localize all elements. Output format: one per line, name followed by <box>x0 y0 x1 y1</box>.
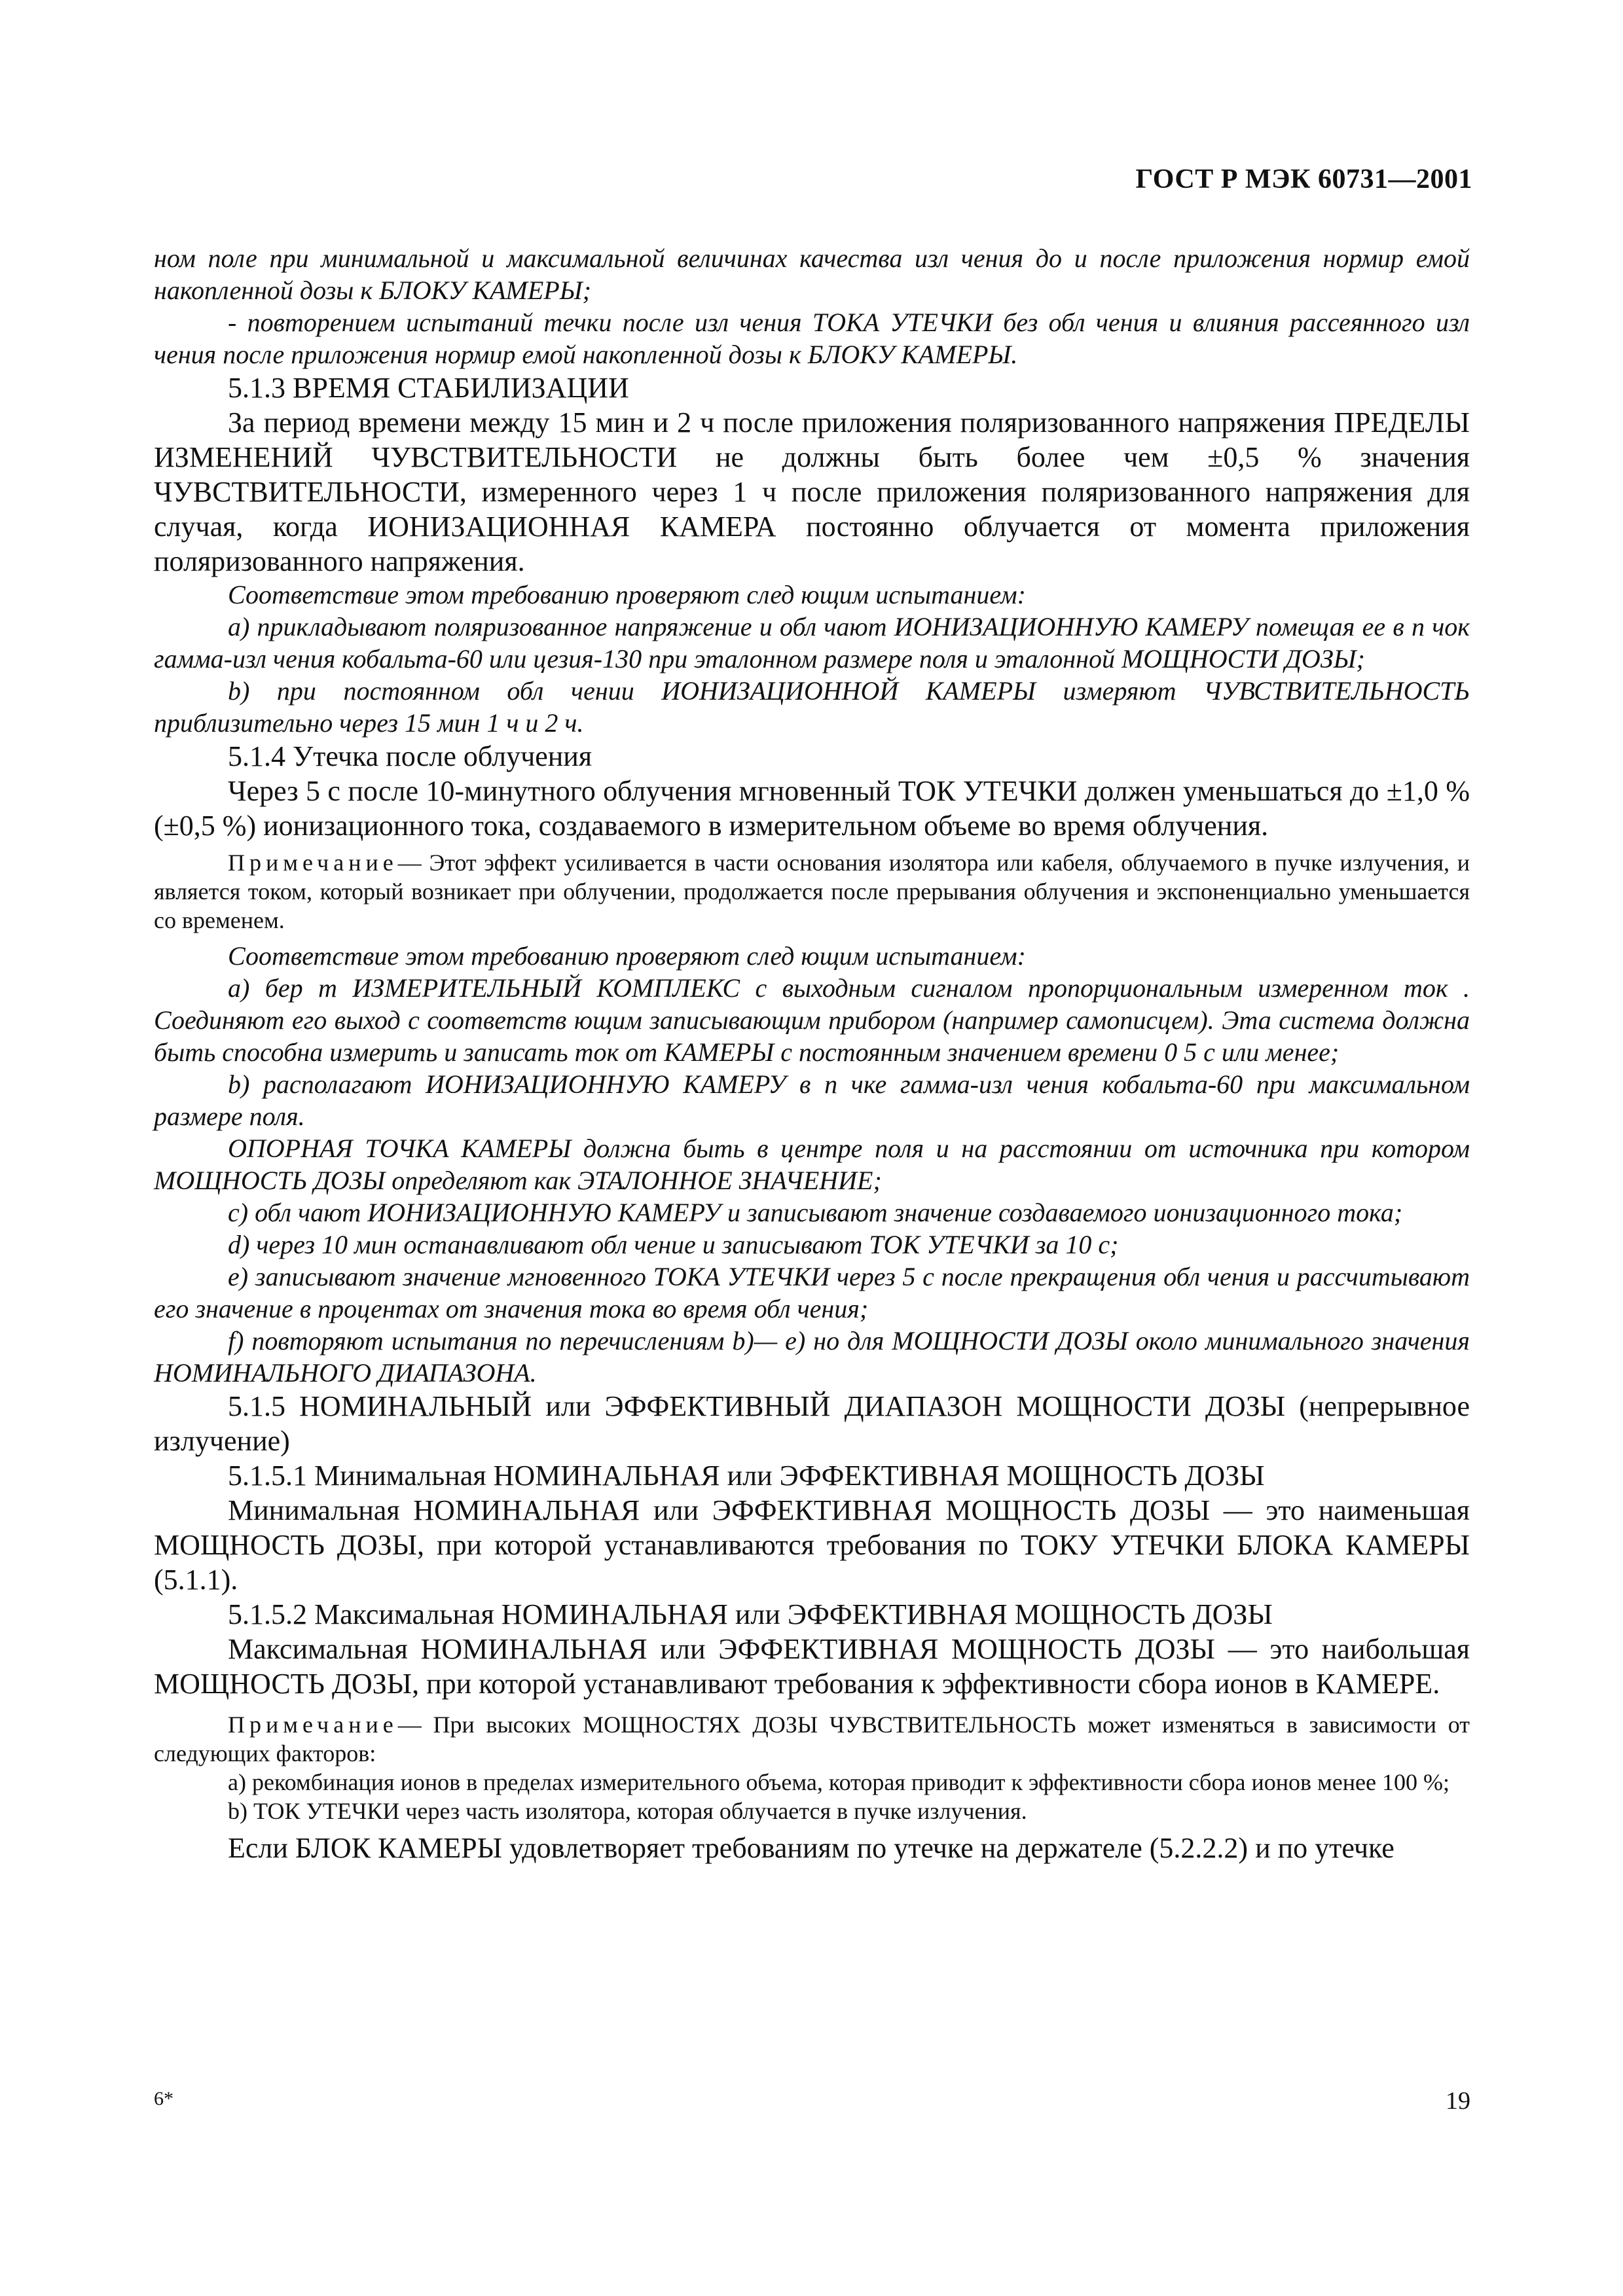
note-2-label: Примечание <box>228 1712 398 1738</box>
list-item-b-1: b) при постоянном обл чении ИОНИЗАЦИОННОЙ КАМЕРЫ измеряют ЧУВСТВИТЕЛЬНОСТЬ приблизительно через 15 мин 1 ч и 2 ч. <box>154 676 1470 738</box>
list-item-d: d) через 10 мин останавливают обл чение и записывают ТОК УТЕЧКИ за 10 с; <box>228 1230 1119 1259</box>
paragraph-min-dose-rate: Минимальная НОМИНАЛЬНАЯ или ЭФФЕКТИВНАЯ МОЩНОСТЬ ДОЗЫ — это наименьшая МОЩНОСТЬ ДОЗЫ, при которой устанавливаются требования по ТОКУ УТЕЧКИ БЛОКА КАМЕРЫ (5.1.1). <box>154 1494 1470 1596</box>
note-1-label: Примечание <box>228 850 398 876</box>
section-heading-5-1-4: 5.1.4 Утечка после облучения <box>228 740 593 772</box>
note-2 <box>154 1710 1470 1768</box>
page-number: 19 <box>1446 2087 1470 2115</box>
list-item-e: е) записывают значение мгновенного ТОКА УТЕЧКИ через 5 с после прекращения обл чения и рассчитывают его значение в процентах от значения тока во время обл чения; <box>154 1262 1470 1323</box>
paragraph-max-dose-rate: Максимальная НОМИНАЛЬНАЯ или ЭФФЕКТИВНАЯ МОЩНОСТЬ ДОЗЫ — это наибольшая МОЩНОСТЬ ДОЗЫ, при которой устанавливают требования к эффективности сбора ионов в КАМЕРЕ. <box>154 1633 1470 1700</box>
section-heading-5-1-3: 5.1.3 ВРЕМЯ СТАБИЛИЗАЦИИ <box>228 372 629 404</box>
paragraph-leakage-test: - повторением испытаний течки после изл чения ТОКА УТЕЧКИ без обл чения и влияния рассеянного изл чения после приложения нормир емой накопленной дозы к БЛОКУ КАМЕРЫ. <box>154 308 1470 369</box>
paragraph-continuation: ном поле при минимальной и максимальной величинах качества изл чения до и после приложения нормир емой накопленной дозы к БЛОКУ КАМЕРЫ; <box>154 243 1470 305</box>
footer-sheet-mark: 6* <box>154 2088 173 2109</box>
paragraph-reference-point: ОПОРНАЯ ТОЧКА КАМЕРЫ должна быть в центре поля и на расстоянии от источника при котором МОЩНОСТЬ ДОЗЫ определяют как ЭТАЛОННОЕ ЗНАЧЕНИЕ; <box>154 1134 1470 1195</box>
paragraph-stabilization: За период времени между 15 мин и 2 ч после приложения поляризованного напряжения ПРЕДЕЛЫ ИЗМЕНЕНИЙ ЧУВСТВИТЕЛЬНОСТИ не должны быть более чем ±0,5 % значения ЧУВСТВИТЕЛЬНОСТИ, измеренного через 1 ч после приложения поляризованного напряжения для случая, когда ИОНИЗАЦИОННАЯ КАМЕРА постоянно облучается от момента приложения поляризованного напряжения. <box>154 406 1470 577</box>
note-2-text: — При высоких МОЩНОСТЯХ ДОЗЫ ЧУВСТВИТЕЛЬНОСТЬ может изменяться в зависимости от следующих факторов: <box>154 1712 1470 1767</box>
note-1-text: — Этот эффект усиливается в части основания изолятора или кабеля, облучаемого в пучке излучения, и является током, который возникает при облучении, продолжается после прерывания облучения и экспоненциально уменьшается со временем. <box>154 850 1470 933</box>
list-item-c: с) обл чают ИОНИЗАЦИОННУЮ КАМЕРУ и записывают значение создаваемого ионизационного тока; <box>228 1198 1403 1227</box>
paragraph-compliance-2: Соответствие этом требованию проверяют след ющим испытанием: <box>228 941 1026 971</box>
list-item-b-2: b) располагают ИОНИЗАЦИОННУЮ КАМЕРУ в п чке гамма-изл чения кобальта-60 при максимальном размере поля. <box>154 1069 1470 1131</box>
document-header: ГОСТ Р МЭК 60731—2001 <box>1135 164 1472 194</box>
note-2-item-b: b) ТОК УТЕЧКИ через часть изолятора, которая облучается в пучке излучения. <box>228 1798 1027 1824</box>
paragraph-compliance-1: Соответствие этом требованию проверяют след ющим испытанием: <box>228 580 1026 609</box>
list-item-f: f) повторяют испытания по перечислениям b)— е) но для МОЩНОСТИ ДОЗЫ около минимального значения НОМИНАЛЬНОГО ДИАПАЗОНА. <box>154 1326 1470 1388</box>
section-heading-5-1-5: 5.1.5 НОМИНАЛЬНЫЙ или ЭФФЕКТИВНЫЙ ДИАПАЗОН МОЩНОСТИ ДОЗЫ (непрерывное излучение) <box>154 1390 1470 1457</box>
list-item-a-2: а) бер т ИЗМЕРИТЕЛЬНЫЙ КОМПЛЕКС с выходным сигналом пропорциональным измеренном ток . Соединяют его выход с соответств ющим записывающим прибором (например самописцем). Эта система должна быть способна измерить и записать ток от КАМЕРЫ с постоянным значением времени 0 5 с или менее; <box>154 973 1470 1067</box>
note-2-item-a: а) рекомбинация ионов в пределах измерительного объема, которая приводит к эффективности сбора ионов менее 100 %; <box>228 1769 1450 1795</box>
paragraph-chamber-assembly: Если БЛОК КАМЕРЫ удовлетворяет требованиям по утечке на держателе (5.2.2.2) и по утечке <box>228 1832 1395 1864</box>
document-body <box>154 242 1470 1865</box>
section-heading-5-1-5-1: 5.1.5.1 Минимальная НОМИНАЛЬНАЯ или ЭФФЕКТИВНАЯ МОЩНОСТЬ ДОЗЫ <box>228 1460 1265 1492</box>
paragraph-leakage-after-irradiation: Через 5 с после 10-минутного облучения мгновенный ТОК УТЕЧКИ должен уменьшаться до ±1,0 % (±0,5 %) ионизационного тока, создаваемого в измерительном объеме во время облучения. <box>154 775 1470 842</box>
note-1 <box>154 848 1470 935</box>
section-heading-5-1-5-2: 5.1.5.2 Максимальная НОМИНАЛЬНАЯ или ЭФФЕКТИВНАЯ МОЩНОСТЬ ДОЗЫ <box>228 1598 1273 1630</box>
list-item-a-1: а) прикладывают поляризованное напряжение и обл чают ИОНИЗАЦИОННУЮ КАМЕРУ помещая ее в п чок гамма-изл чения кобальта-60 или цезия-130 при эталонном размере поля и эталонной МОЩНОСТИ ДОЗЫ; <box>154 612 1470 673</box>
